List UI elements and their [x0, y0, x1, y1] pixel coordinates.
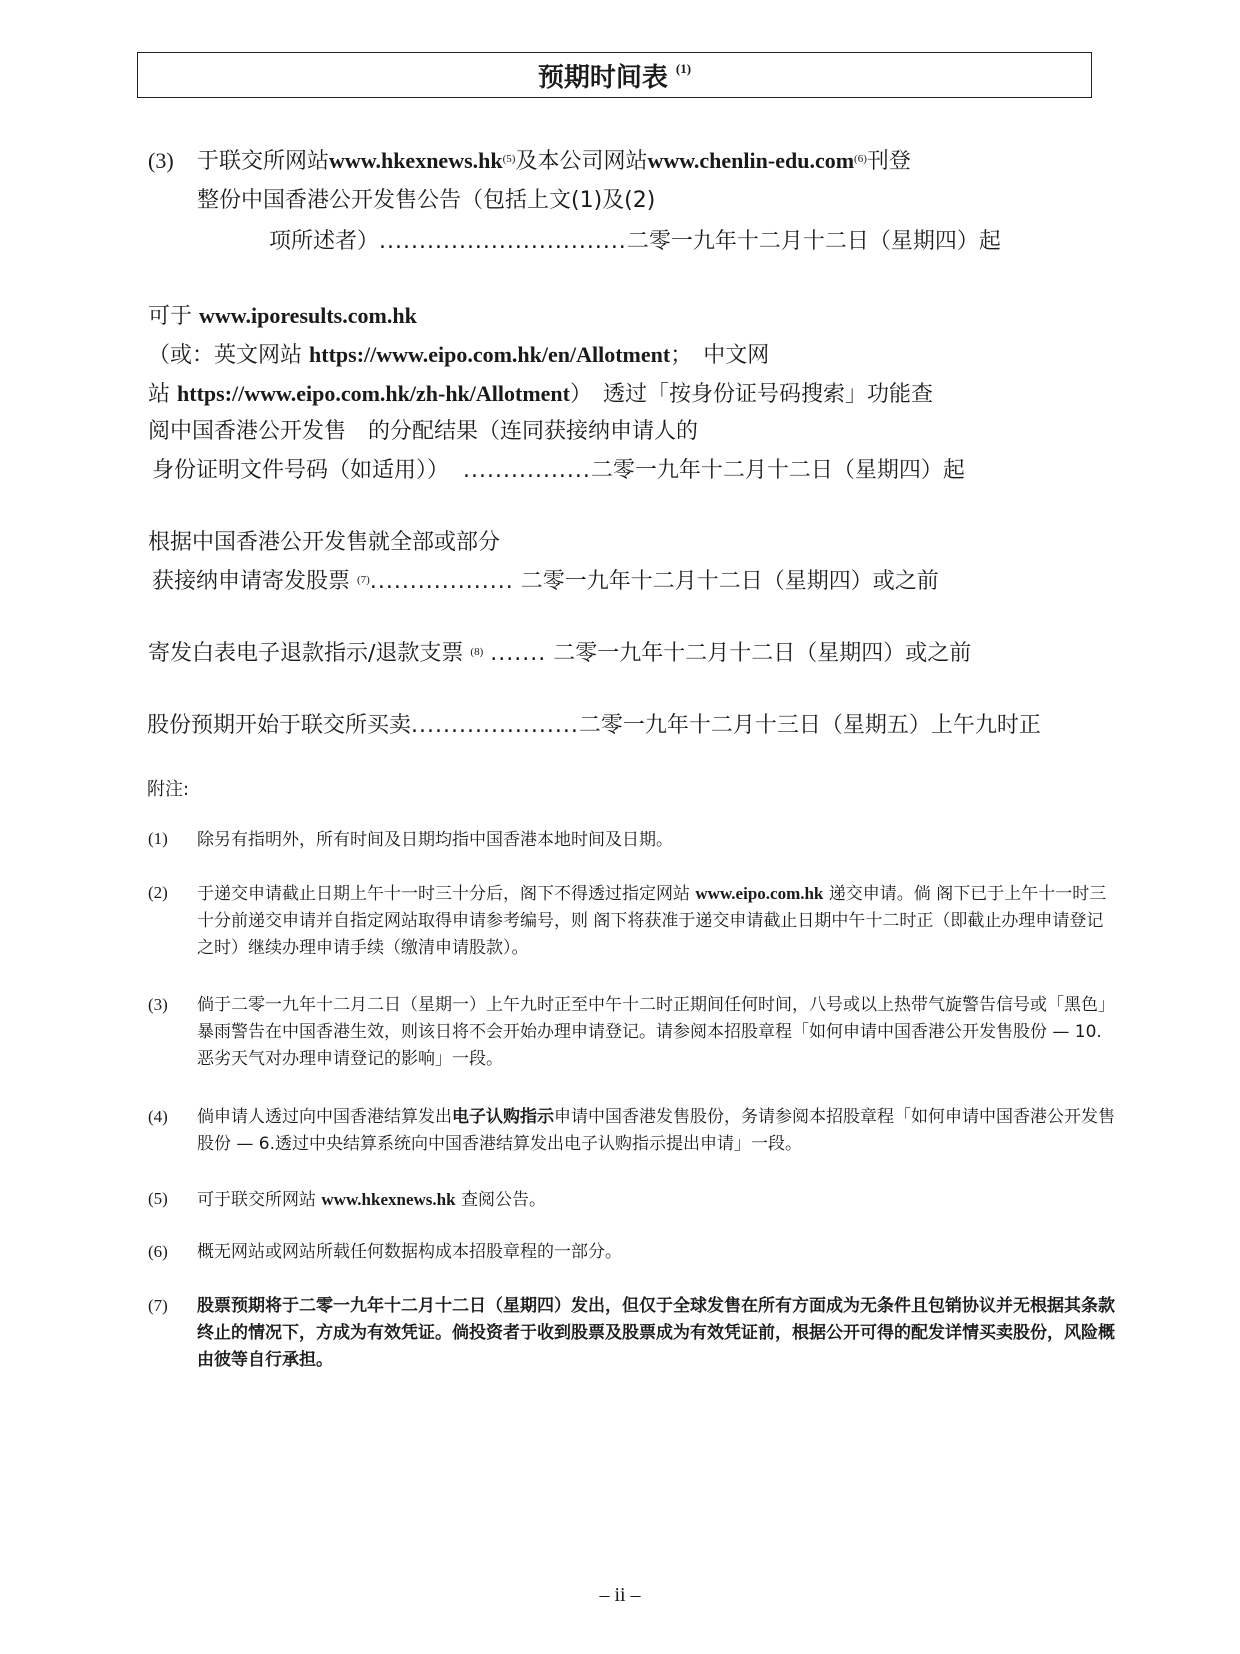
note-text: 倘于二零一九年十二月二日（星期一）上午九时正至中午十二时正期间任何时间，八号或以上热带气旋警告信号或「黑色」暴雨警告在中国香港生效，则该日将不会开始办理申请登记。请参阅本招股章程「如何申请中国香港公开发售股份 — 10.恶劣天气对办理申请登记的影响」一段。: [197, 995, 1115, 1069]
date: 二零一九年十二月十二日（星期四）或之前: [520, 569, 939, 594]
note-number: (6): [148, 1242, 168, 1261]
dispatch-line1: 根据中国香港公开发售就全部或部分: [148, 530, 501, 555]
results-line4: 阅中国香港公开发售 的分配结果（连同获接纳申请人的: [148, 419, 699, 444]
notes-heading: 附注:: [147, 779, 190, 800]
page-title-box: [137, 52, 1092, 98]
note-number: (3): [148, 995, 168, 1014]
note-number: (5): [148, 1189, 168, 1208]
date: 二零一九年十二月十二日（星期四）起: [626, 229, 1001, 254]
page-number: – ii –: [599, 1584, 641, 1606]
item3-line3: 项所述者）...............................二零一九年十二月十二日（星期四）起: [269, 229, 1001, 254]
hkexnews-link[interactable]: www.hkexnews.hk: [329, 148, 503, 173]
title-footnote-ref: (1): [675, 61, 692, 76]
results-line1: 可于 www.iporesults.com.hk: [148, 303, 417, 329]
note-number: (2): [148, 883, 168, 902]
note-text: 于递交申请截止日期上午十一时三十分后，阁下不得透过指定网站 www.eipo.com.hk 递交申请。倘 阁下已于上午十一时三十分前递交申请并自指定网站取得申请参考编号，则 阁下将获准于递交申请截止日期中午十二时正（即截止办理申请登记之时）继续办理申请手续（缴清申请股款）。: [197, 884, 1107, 958]
note-text: 可于联交所网站 www.hkexnews.hk 查阅公告。: [197, 1190, 546, 1210]
results-line2: （或：英文网站 https://www.eipo.com.hk/en/Allotment； 中文网: [148, 342, 770, 368]
dispatch-line2: 获接纳申请寄发股票 $^{(7)}$.................. 二零一九年十二月十二日（星期四）或之前: [152, 569, 939, 594]
item3-line1: 于联交所网站$www.hkexnews.hk^{(5)}$及本公司网站www.chenlin-edu.com$^{(6)}$刊登: [197, 148, 911, 174]
hkexnews-link[interactable]: www.hkexnews.hk: [321, 1190, 456, 1209]
note-text: 概无网站或网站所载任何数据构成本招股章程的一部分。: [197, 1242, 622, 1262]
date: 二零一九年十二月十二日（星期四）起: [590, 458, 965, 483]
note-number: (4): [148, 1107, 168, 1126]
note-text: 除另有指明外，所有时间及日期均指中国香港本地时间及日期。: [197, 830, 673, 850]
company-website-link[interactable]: www.chenlin-edu.com: [647, 148, 855, 173]
eipo-en-link[interactable]: https://www.eipo.com.hk/en/Allotment: [309, 342, 671, 367]
eipo-zh-link[interactable]: https://www.eipo.com.hk/zh-hk/Allotment: [177, 381, 570, 406]
results-line3: 站 https://www.eipo.com.hk/zh-hk/Allotment） 透过「按身份证号码搜索」功能查: [148, 381, 934, 407]
note-number: (1): [148, 829, 168, 848]
item3-line2: 整份中国香港公开发售公告（包括上文(1)及(2): [197, 188, 656, 213]
date: 二零一九年十二月十三日（星期五）上午九时正: [578, 713, 1041, 738]
refund-line: 寄发白表电子退款指示∕退款支票 $^{(8)}$ ....... 二零一九年十二月十二日（星期四）或之前: [148, 641, 972, 666]
page-title: 预期时间表: [537, 62, 668, 93]
iporesults-link[interactable]: www.iporesults.com.hk: [199, 303, 417, 328]
date: 二零一九年十二月十二日（星期四）或之前: [553, 641, 972, 666]
results-line5: 身份证明文件号码（如适用）） ................二零一九年十二月十二日（星期四）起: [152, 458, 965, 483]
trading-line: 股份预期开始于联交所买卖.....................二零一九年十二月十三日（星期五）上午九时正: [147, 713, 1041, 738]
item-number: (3): [148, 148, 174, 173]
note-text: 股票预期将于二零一九年十二月十二日（星期四）发出，但仅于全球发售在所有方面成为无条件且包销协议并无根据其条款终止的情况下，方成为有效凭证。倘投资者于收到股票及股票成为有效凭证前，根据公开可得的配发详情买卖股份，风险概由彼等自行承担。: [197, 1296, 1115, 1370]
note-number: (7): [148, 1296, 168, 1315]
eipo-link[interactable]: www.eipo.com.hk: [695, 884, 824, 903]
note-text: 倘申请人透过向中国香港结算发出电子认购指示申请中国香港发售股份，务请参阅本招股章程「如何申请中国香港公开发售股份 — 6.透过中央结算系统向中国香港结算发出电子认购指示提出申请」一段。: [197, 1107, 1115, 1154]
